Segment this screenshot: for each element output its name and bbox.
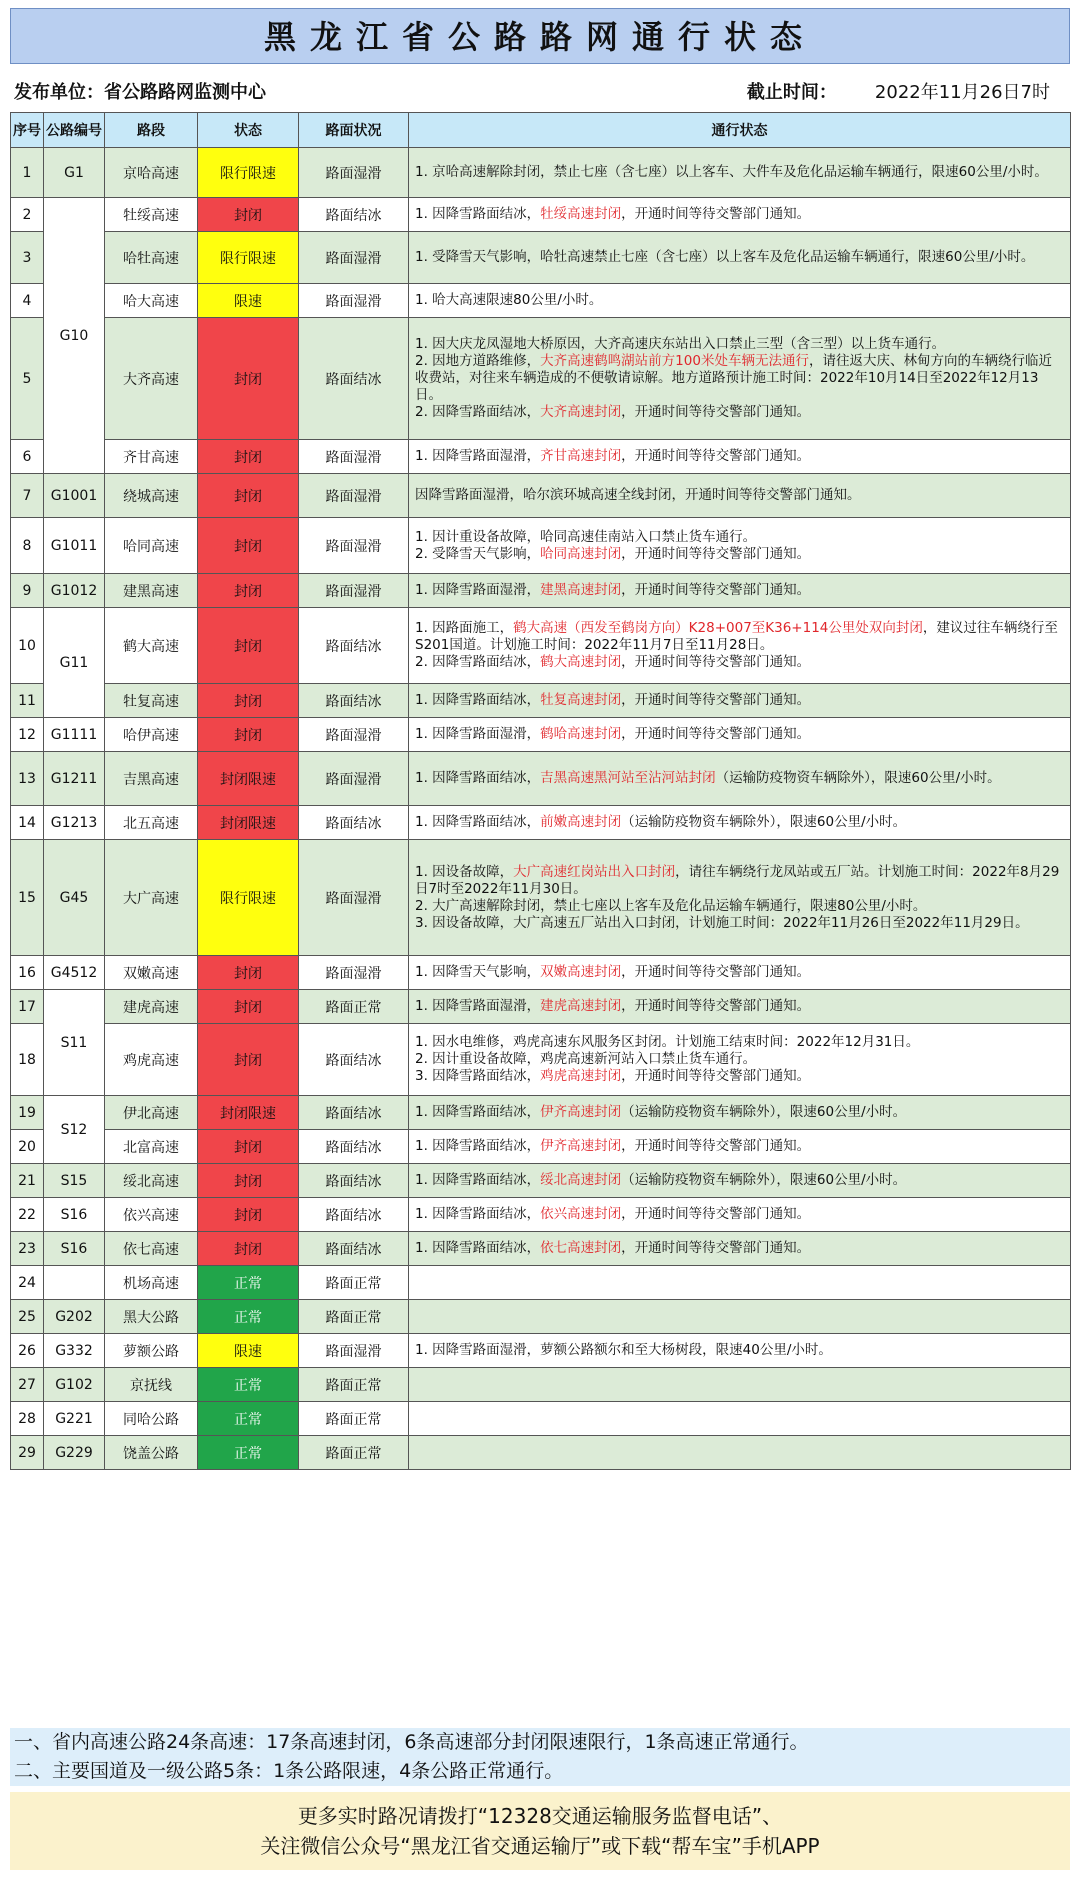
description-text: 1. 因降雪路面结冰， [415,1206,541,1222]
description-text: ，开通时间等待交警部门通知。 [621,692,811,708]
row-number: 10 [11,608,44,684]
road-segment: 齐甘高速 [105,440,198,474]
road-code: G1211 [44,752,105,806]
description-text: 3. 因设备故障，大广高速五厂站出入口封闭，计划施工时间：2022年11月26日至2022年11月29日。 [415,914,1029,931]
description-text: 吉黑高速黑河站至沾河站封闭 [540,770,716,786]
description-text: 鸡虎高速封闭 [540,1068,622,1084]
table-row [11,1368,1071,1402]
road-segment: 鸡虎高速 [105,1024,198,1096]
description-text: 牡绥高速封闭 [540,206,622,222]
road-segment: 双嫩高速 [105,956,198,990]
description-text: 1. 因降雪路面结冰， [415,692,541,708]
description-text: 1. 受降雪天气影响，哈牡高速禁止七座（含七座）以上客车及危化品运输车辆通行，限速60公里/小时。 [415,249,1035,265]
road-condition: 路面湿滑 [299,956,409,990]
row-number: 17 [11,990,44,1024]
road-segment: 同哈公路 [105,1402,198,1436]
table-row [11,1096,1071,1130]
road-condition: 路面结冰 [299,806,409,840]
road-code: S12 [44,1096,105,1164]
status-badge: 封闭限速 [198,1096,299,1130]
summary-line: 一、省内高速公路24条高速：17条高速封闭，6条高速部分封闭限速限行，1条高速正常通行。 [14,1731,809,1753]
footer-line: 更多实时路况请拨打“12328交通运输服务监督电话”、 [297,1804,783,1828]
road-segment: 萝额公路 [105,1334,198,1368]
road-code: G4512 [44,956,105,990]
table-row [11,1300,1071,1334]
table-row [11,1266,1071,1300]
description-text: 1. 因降雪路面湿滑， [415,998,541,1014]
road-condition: 路面湿滑 [299,440,409,474]
road-segment: 依兴高速 [105,1198,198,1232]
description-text: 2. 大广高速解除封闭，禁止七座以上客车及危化品运输车辆通行，限速80公里/小时。 [415,897,927,914]
row-number: 12 [11,718,44,752]
status-badge: 正常 [198,1368,299,1402]
description-text: （运输防疫物资车辆除外），限速60公里/小时。 [621,814,907,830]
road-condition: 路面湿滑 [299,148,409,198]
status-badge: 封闭 [198,474,299,518]
traffic-description [409,1368,1071,1402]
status-badge: 限行限速 [198,232,299,284]
traffic-description [409,148,1071,198]
description-text: 1. 因降雪天气影响， [415,964,541,980]
road-code: G102 [44,1368,105,1402]
description-text: 绥北高速封闭 [540,1172,622,1188]
description-text: 因降雪路面湿滑，哈尔滨环城高速全线封闭，开通时间等待交警部门通知。 [415,487,861,503]
table-row [11,198,1071,232]
road-code: G1111 [44,718,105,752]
road-condition: 路面正常 [299,1436,409,1470]
road-condition: 路面结冰 [299,608,409,684]
description-text: 牡复高速封闭 [540,692,622,708]
description-text: ，开通时间等待交警部门通知。 [621,1138,811,1154]
description-text: 1. 因降雪路面湿滑， [415,582,541,598]
description-text: ，开通时间等待交警部门通知。 [621,654,811,670]
row-number: 29 [11,1436,44,1470]
road-condition: 路面结冰 [299,1164,409,1198]
description-text: 伊齐高速封闭 [540,1138,622,1154]
traffic-description [409,1198,1071,1232]
description-text: 1. 因降雪路面结冰， [415,206,541,222]
table-row [11,318,1071,440]
description-text: 1. 哈大高速限速80公里/小时。 [415,292,603,308]
description-text: 1. 因设备故障， [415,863,514,880]
road-segment: 饶盖公路 [105,1436,198,1470]
road-condition: 路面湿滑 [299,518,409,574]
table-row [11,752,1071,806]
road-condition: 路面正常 [299,1266,409,1300]
table-row [11,574,1071,608]
road-condition: 路面结冰 [299,1198,409,1232]
road-segment: 建黑高速 [105,574,198,608]
status-badge: 封闭 [198,1130,299,1164]
road-condition: 路面正常 [299,990,409,1024]
table-row [11,1334,1071,1368]
row-number: 11 [11,684,44,718]
status-badge: 封闭 [198,718,299,752]
description-text: 哈同高速封闭 [540,545,622,562]
status-badge: 封闭 [198,440,299,474]
status-table [10,112,1071,1470]
status-badge: 限行限速 [198,148,299,198]
cutoff-label: 截止时间： [746,82,837,103]
status-badge: 限速 [198,1334,299,1368]
table-row [11,1130,1071,1164]
road-code: G1012 [44,574,105,608]
description-text: 建黑高速封闭 [540,582,622,598]
description-text: 1. 因降雪路面结冰， [415,1240,541,1256]
description-text: 依七高速封闭 [540,1240,622,1256]
traffic-description [409,806,1071,840]
description-text: 大齐高速封闭 [540,404,622,420]
road-code: G202 [44,1300,105,1334]
road-condition: 路面正常 [299,1300,409,1334]
road-condition: 路面湿滑 [299,574,409,608]
description-text: 双嫩高速封闭 [540,964,622,980]
traffic-description [409,1024,1071,1096]
traffic-description [409,1266,1071,1300]
traffic-description [409,198,1071,232]
header-desc: 通行状态 [409,113,1071,148]
row-number: 18 [11,1024,44,1096]
description-text: 2. 因地方道路维修， [415,353,541,369]
row-number: 4 [11,284,44,318]
row-number: 7 [11,474,44,518]
road-segment: 哈伊高速 [105,718,198,752]
row-number: 1 [11,148,44,198]
road-code: G10 [44,198,105,474]
road-condition: 路面湿滑 [299,232,409,284]
status-badge: 封闭 [198,1232,299,1266]
row-number: 2 [11,198,44,232]
status-badge: 限行限速 [198,840,299,956]
description-text: 2. 因计重设备故障，鸡虎高速新河站入口禁止货车通行。 [415,1051,757,1067]
description-text: 1. 因降雪路面结冰， [415,1138,541,1154]
road-segment: 吉黑高速 [105,752,198,806]
table-row [11,684,1071,718]
description-text: 鹤大高速（西发至鹤岗方向）K28+007至K36+114公里处双向封闭 [513,620,923,636]
header-status: 状态 [198,113,299,148]
traffic-description [409,1130,1071,1164]
header-road: 路面状况 [299,113,409,148]
road-condition: 路面湿滑 [299,474,409,518]
summary [10,1728,1070,1786]
road-code: G11 [44,608,105,718]
road-segment: 哈牡高速 [105,232,198,284]
traffic-description [409,684,1071,718]
table-row [11,1164,1071,1198]
description-text: 3. 因降雪路面结冰， [415,1068,541,1084]
description-text: ，请往返大庆、林甸方向的车辆绕行临近收费站，对往来车辆造成的不便敬请谅解。地方道路预计施工时间：2022年10月14日至2022年12月13日。 [415,353,1052,403]
status-badge: 正常 [198,1402,299,1436]
status-badge: 封闭限速 [198,752,299,806]
road-condition: 路面结冰 [299,1130,409,1164]
row-number: 13 [11,752,44,806]
description-text: ，开通时间等待交警部门通知。 [621,726,811,742]
status-badge: 封闭 [198,1024,299,1096]
status-badge: 封闭 [198,574,299,608]
row-number: 16 [11,956,44,990]
row-number: 19 [11,1096,44,1130]
table-row [11,232,1071,284]
description-text: ，开通时间等待交警部门通知。 [621,206,811,222]
traffic-description [409,1232,1071,1266]
road-condition: 路面正常 [299,1368,409,1402]
traffic-description [409,752,1071,806]
road-condition: 路面结冰 [299,318,409,440]
road-segment: 大齐高速 [105,318,198,440]
description-text: ，开通时间等待交警部门通知。 [621,582,811,598]
description-text: ，开通时间等待交警部门通知。 [621,998,811,1014]
description-text: 2. 受降雪天气影响， [415,545,541,562]
road-segment: 牡绥高速 [105,198,198,232]
road-condition: 路面结冰 [299,198,409,232]
status-badge: 封闭 [198,1164,299,1198]
table-row [11,1024,1071,1096]
status-badge: 正常 [198,1436,299,1470]
footer-line: 关注微信公众号“黑龙江省交通运输厅”或下载“帮车宝”手机APP [260,1834,820,1858]
table-row [11,518,1071,574]
table-row [11,148,1071,198]
description-text: （运输防疫物资车辆除外），限速60公里/小时。 [715,770,1001,786]
description-text: 1. 因大庆龙凤湿地大桥原因，大齐高速庆东站出入口禁止三型（含三型）以上货车通行。 [415,336,946,352]
road-segment: 伊北高速 [105,1096,198,1130]
status-badge: 封闭 [198,1198,299,1232]
table-row [11,1232,1071,1266]
row-number: 27 [11,1368,44,1402]
description-text: 2. 因降雪路面结冰， [415,404,541,420]
description-text: 大齐高速鹤鸣湖站前方100米处车辆无法通行 [540,353,809,369]
road-segment: 京哈高速 [105,148,198,198]
traffic-description [409,840,1071,956]
status-badge: 封闭 [198,990,299,1024]
table-header [11,113,1071,148]
road-segment: 建虎高速 [105,990,198,1024]
row-number: 22 [11,1198,44,1232]
road-segment: 京抚线 [105,1368,198,1402]
traffic-description [409,474,1071,518]
summary-line: 二、主要国道及一级公路5条：1条公路限速，4条公路正常通行。 [14,1760,564,1782]
status-badge: 封闭 [198,198,299,232]
road-segment: 大广高速 [105,840,198,956]
status-badge: 封闭 [198,608,299,684]
description-text: 1. 因降雪路面湿滑， [415,448,541,464]
row-number: 26 [11,1334,44,1368]
row-number: 25 [11,1300,44,1334]
meta-bar [10,74,1070,108]
road-condition: 路面湿滑 [299,752,409,806]
road-segment: 绥北高速 [105,1164,198,1198]
description-text: 1. 京哈高速解除封闭，禁止七座（含七座）以上客车、大件车及危化品运输车辆通行，限速60公里/小时。 [415,164,1048,180]
description-text: 1. 因路面施工， [415,620,514,636]
description-text: 前嫩高速封闭 [540,814,622,830]
description-text: ，开通时间等待交警部门通知。 [621,545,811,562]
road-code: G1011 [44,518,105,574]
description-text: 大广高速红岗站出入口封闭 [513,863,676,880]
road-condition: 路面结冰 [299,1024,409,1096]
description-text: ，开通时间等待交警部门通知。 [621,1068,811,1084]
table-row [11,956,1071,990]
description-text: ，开通时间等待交警部门通知。 [621,1240,811,1256]
road-segment: 哈同高速 [105,518,198,574]
table-body [11,148,1071,1470]
description-text: ，开通时间等待交警部门通知。 [621,448,811,464]
status-badge: 封闭 [198,956,299,990]
description-text: 2. 因降雪路面结冰， [415,654,541,670]
description-text: 鹤大高速封闭 [540,654,622,670]
description-text: （运输防疫物资车辆除外），限速60公里/小时。 [621,1172,907,1188]
road-segment: 依七高速 [105,1232,198,1266]
description-text: ，开通时间等待交警部门通知。 [621,404,811,420]
description-text: 建虎高速封闭 [540,998,622,1014]
row-number: 21 [11,1164,44,1198]
row-number: 20 [11,1130,44,1164]
row-number: 6 [11,440,44,474]
traffic-description [409,1096,1071,1130]
road-segment: 黑大公路 [105,1300,198,1334]
traffic-description [409,990,1071,1024]
road-code: S15 [44,1164,105,1198]
row-number: 9 [11,574,44,608]
table-row [11,806,1071,840]
traffic-description [409,956,1071,990]
status-badge: 正常 [198,1266,299,1300]
road-condition: 路面湿滑 [299,840,409,956]
traffic-description [409,1436,1071,1470]
traffic-description [409,284,1071,318]
traffic-description [409,608,1071,684]
cutoff-time [747,78,1050,104]
row-number: 24 [11,1266,44,1300]
table-row [11,990,1071,1024]
row-number: 8 [11,518,44,574]
traffic-description [409,1164,1071,1198]
status-badge: 正常 [198,1300,299,1334]
traffic-description [409,232,1071,284]
road-segment: 鹤大高速 [105,608,198,684]
status-badge: 封闭限速 [198,806,299,840]
description-text: 1. 因降雪路面结冰， [415,1104,541,1120]
road-code: G1001 [44,474,105,518]
status-badge: 封闭 [198,518,299,574]
description-text: 1. 因降雪路面结冰， [415,814,541,830]
description-text: 依兴高速封闭 [540,1206,622,1222]
road-condition: 路面结冰 [299,1096,409,1130]
description-text: 1. 因降雪路面结冰， [415,770,541,786]
road-condition: 路面湿滑 [299,718,409,752]
table-row [11,284,1071,318]
description-text: 1. 因水电维修，鸡虎高速东风服务区封闭。计划施工结束时间：2022年12月31日。 [415,1034,920,1050]
description-text: 齐甘高速封闭 [540,448,622,464]
road-code: G229 [44,1436,105,1470]
description-text: 1. 因降雪路面湿滑，萝额公路额尔和至大杨树段，限速40公里/小时。 [415,1342,832,1358]
road-condition: 路面结冰 [299,1232,409,1266]
description-text: （运输防疫物资车辆除外），限速60公里/小时。 [621,1104,907,1120]
status-badge: 限速 [198,284,299,318]
row-number: 23 [11,1232,44,1266]
road-code: G45 [44,840,105,956]
road-condition: 路面湿滑 [299,1334,409,1368]
status-badge: 封闭 [198,318,299,440]
table-row [11,1436,1071,1470]
road-code: G332 [44,1334,105,1368]
road-code: S16 [44,1198,105,1232]
road-segment: 北五高速 [105,806,198,840]
road-code: G1 [44,148,105,198]
traffic-description [409,574,1071,608]
row-number: 28 [11,1402,44,1436]
header-segment: 路段 [105,113,198,148]
row-number: 3 [11,232,44,284]
traffic-description [409,318,1071,440]
description-text: 1. 因降雪路面结冰， [415,1172,541,1188]
page-title: 黑龙江省公路路网通行状态 [10,8,1070,64]
header-no: 序号 [11,113,44,148]
table-row [11,474,1071,518]
description-text: 1. 因计重设备故障，哈同高速佳南站入口禁止货车通行。 [415,528,757,545]
table-row [11,1198,1071,1232]
publisher: 发布单位：省公路路网监测中心 [14,82,266,103]
road-condition: 路面湿滑 [299,284,409,318]
traffic-description [409,1334,1071,1368]
description-text: 伊齐高速封闭 [540,1104,622,1120]
description-text: 鹤哈高速封闭 [540,726,622,742]
cutoff-value: 2022年11月26日7时 [874,82,1050,103]
description-text: ，请往车辆绕行龙凤站或五厂站。计划施工时间：2022年8月29日7时至2022年11月30日。 [415,863,1060,897]
traffic-description [409,1402,1071,1436]
row-number: 14 [11,806,44,840]
road-code: G221 [44,1402,105,1436]
status-badge: 封闭 [198,684,299,718]
description-text: ，开通时间等待交警部门通知。 [621,1206,811,1222]
road-segment: 北富高速 [105,1130,198,1164]
row-number: 15 [11,840,44,956]
road-segment: 机场高速 [105,1266,198,1300]
road-code: S16 [44,1232,105,1266]
road-segment: 牡复高速 [105,684,198,718]
table-row [11,608,1071,684]
traffic-description [409,718,1071,752]
traffic-description [409,1300,1071,1334]
description-text: ，开通时间等待交警部门通知。 [621,964,811,980]
description-text: 1. 因降雪路面湿滑， [415,726,541,742]
description-text: ，建议过往车辆绕行至S201国道。计划施工时间：2022年11月7日至11月28日。 [415,620,1058,653]
road-code: S11 [44,990,105,1096]
header-code: 公路编号 [44,113,105,148]
table-row [11,840,1071,956]
table-row [11,1402,1071,1436]
traffic-description [409,518,1071,574]
road-condition: 路面正常 [299,1402,409,1436]
row-number: 5 [11,318,44,440]
table-row [11,440,1071,474]
footer [10,1792,1070,1870]
traffic-description [409,440,1071,474]
table-row [11,718,1071,752]
road-code: G1213 [44,806,105,840]
road-code [44,1266,105,1300]
road-segment: 哈大高速 [105,284,198,318]
road-condition: 路面结冰 [299,684,409,718]
road-segment: 绕城高速 [105,474,198,518]
